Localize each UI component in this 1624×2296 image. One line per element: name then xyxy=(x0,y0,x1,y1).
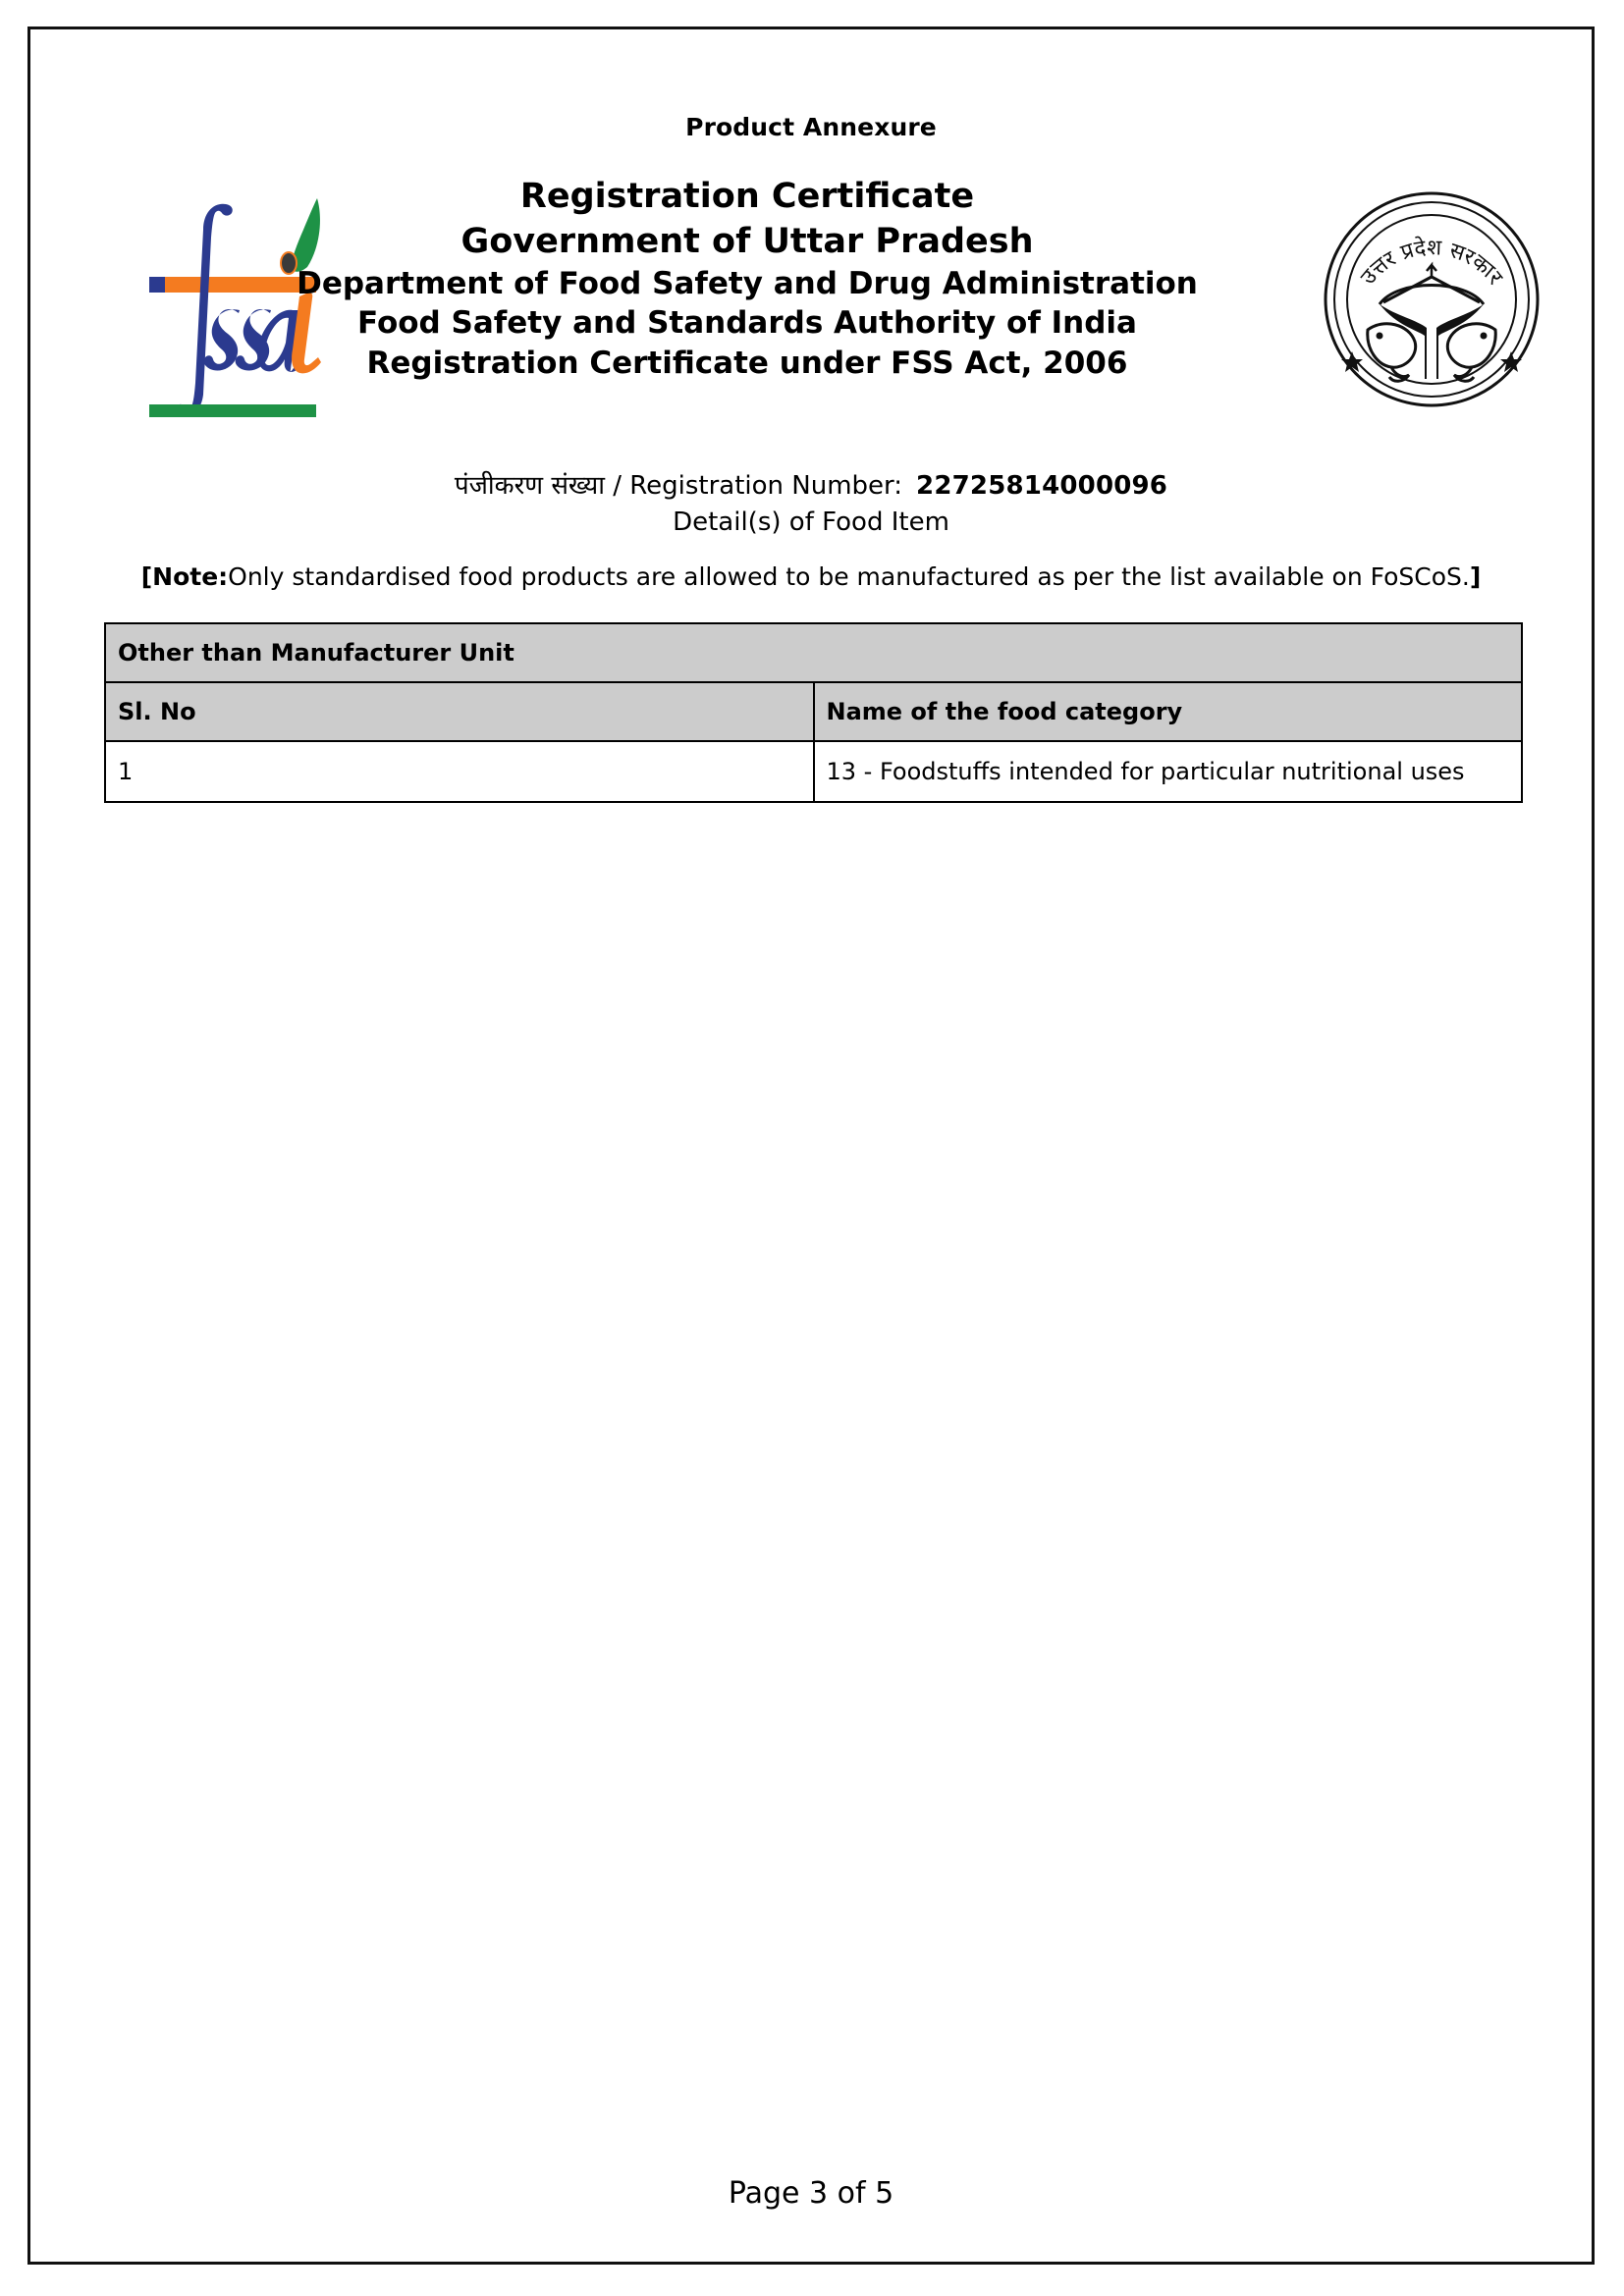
seal-arrow-tip xyxy=(1427,265,1436,277)
food-category-table xyxy=(104,622,1523,803)
title-line-4: Food Safety and Standards Authority of India xyxy=(357,305,1137,342)
registration-number-value: 22725814000096 xyxy=(916,471,1168,501)
uttar-pradesh-government-seal xyxy=(1319,187,1544,412)
seal-fish-left-eye xyxy=(1377,333,1383,340)
seal-inner-ring xyxy=(1334,202,1529,397)
note-open-bracket: [ xyxy=(140,562,153,591)
cell-food-category: 13 - Foodstuffs intended for particular nutritional uses xyxy=(814,741,1523,802)
title-line-5: Registration Certificate under FSS Act, 2006 xyxy=(366,345,1128,381)
seal-caption: उत्तर प्रदेश सरकार xyxy=(1356,236,1507,291)
food-item-detail-subtitle: Detail(s) of Food Item xyxy=(673,507,949,537)
certificate-title-block xyxy=(207,175,1287,383)
column-header-sl-no: Sl. No xyxy=(105,682,814,741)
cell-sl-no: 1 xyxy=(105,741,814,802)
title-line-2: Government of Uttar Pradesh xyxy=(460,221,1034,261)
registration-number-label: पंजीकरण संख्या / Registration Number: xyxy=(454,471,903,501)
fssai-bar-blue-cap xyxy=(149,277,165,293)
table-row xyxy=(105,741,1522,802)
note-text: Only standardised food products are allowed to be manufactured as per the list available on FoSCoS. xyxy=(228,562,1470,591)
table-column-header-row xyxy=(105,682,1522,741)
seal-fish-right-eye xyxy=(1481,333,1488,340)
certificate-page-frame xyxy=(27,27,1595,2265)
annexure-heading: Product Annexure xyxy=(685,113,937,141)
standardised-products-note xyxy=(30,562,1592,591)
note-close-bracket: ] xyxy=(1469,562,1482,591)
certificate-page-content xyxy=(30,29,1592,2262)
title-line-1: Registration Certificate xyxy=(519,177,975,216)
title-line-3: Department of Food Safety and Drug Administration xyxy=(297,266,1198,301)
food-category-table-body xyxy=(105,623,1522,802)
seal-outer-ring xyxy=(1326,193,1538,405)
fssai-green-bar xyxy=(149,404,316,417)
registration-number-line xyxy=(30,469,1592,504)
page-footer: Page 3 of 5 xyxy=(728,2176,894,2211)
table-section-title: Other than Manufacturer Unit xyxy=(105,623,1522,682)
note-label: Note: xyxy=(152,562,229,591)
table-section-header-row xyxy=(105,623,1522,682)
column-header-food-category: Name of the food category xyxy=(814,682,1523,741)
